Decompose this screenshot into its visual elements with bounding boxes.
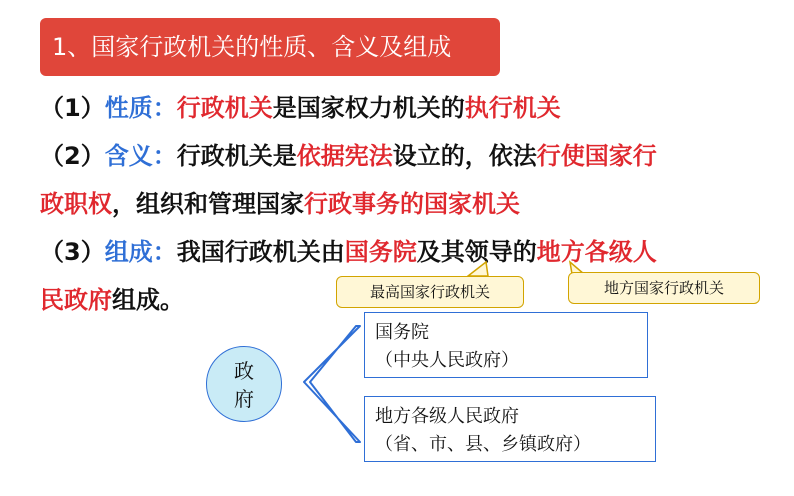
brace-shape [304,326,360,442]
callout-local-text: 地方国家行政机关 [603,279,724,297]
state-council-box [364,312,648,378]
local-government-box [364,396,656,462]
line2-num: （2） [40,142,105,170]
government-node [206,346,282,422]
line4-p1: 我国行政机关由 [176,238,345,266]
line3-p1: 政职权 [40,190,112,218]
gov-char-2: 府 [234,387,254,411]
line4-p2: 国务院 [344,238,417,266]
line2-p3: 设立的，依法 [392,142,537,170]
line3-p2: ，组织和管理国家 [112,190,304,218]
line3-p3: 行政事务的国家机关 [304,190,520,218]
callout-local [568,272,760,304]
line4-label: 组成： [104,238,177,266]
line1-p2: 是国家权力机关的 [272,94,465,122]
line4-p3: 及其领导的 [416,238,537,266]
callout-central-tail [468,262,488,276]
branch-brace [296,320,366,450]
box1-subtitle: （中央人民政府） [375,350,519,371]
box2-subtitle: （省、市、县、乡镇政府） [375,434,591,455]
line1-p1: 行政机关 [176,94,273,122]
line2-label: 含义： [104,142,177,170]
line1-label: 性质： [104,94,177,122]
box1-title: 国务院 [375,322,429,343]
line1-num: （1） [40,94,105,122]
title-text: 1、国家行政机关的性质、含义及组成 [52,33,452,61]
line1-p3: 执行机关 [464,94,561,122]
line4-num: （3） [40,238,105,266]
line4-p4: 地方各级人 [536,238,657,266]
callout-central-text: 最高国家行政机关 [369,283,490,301]
box2-title: 地方各级人民政府 [375,406,519,427]
line2-p2: 依据宪法 [296,142,393,170]
line2-p1: 行政机关是 [176,142,297,170]
line5-p1: 民政府 [40,286,112,314]
callout-central [336,276,524,308]
line5-p2: 组成。 [112,286,184,314]
line2-p4: 行使国家行 [536,142,657,170]
gov-char-1: 政 [234,359,254,383]
